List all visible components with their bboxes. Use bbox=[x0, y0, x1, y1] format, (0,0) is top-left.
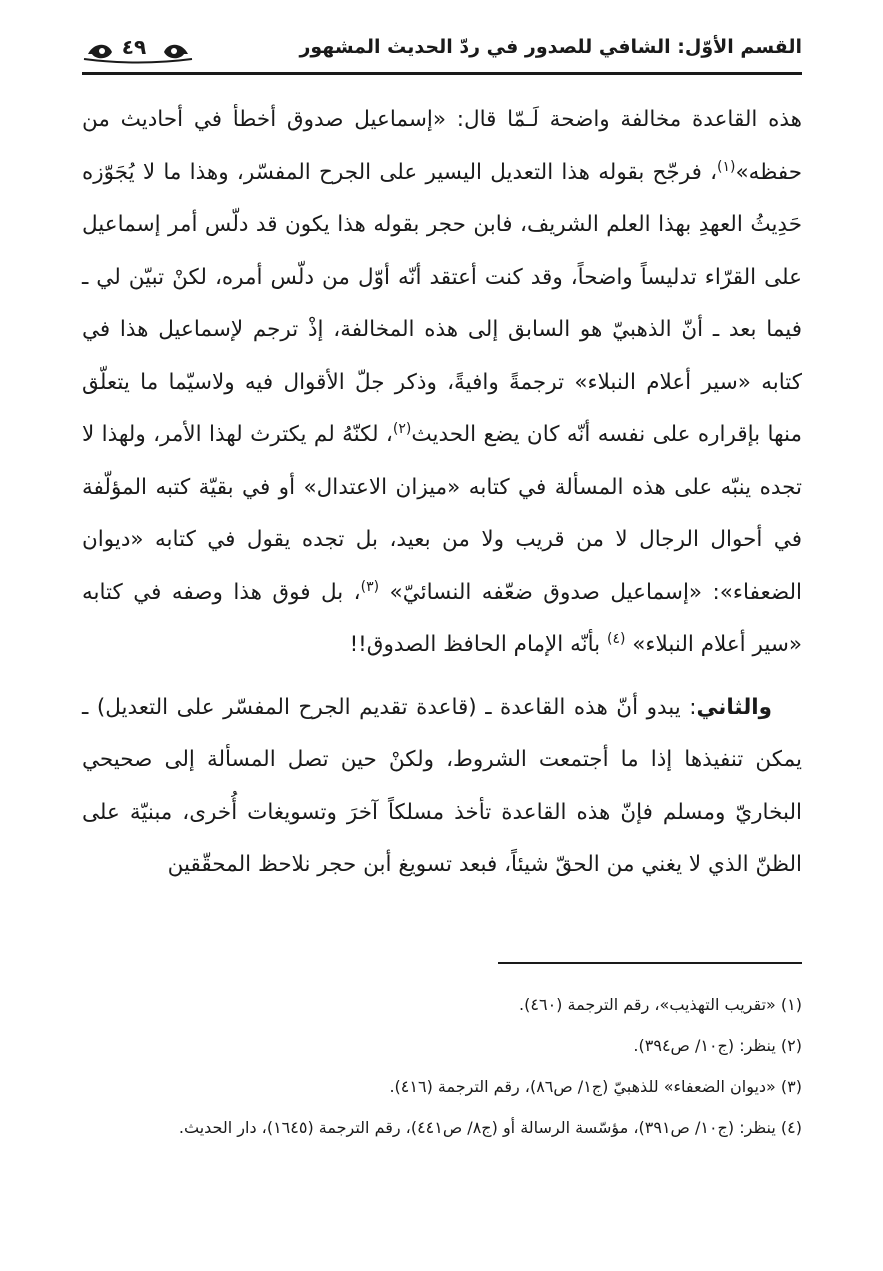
header-rule bbox=[82, 72, 802, 75]
text-run: ، فرجّح بقوله هذا التعديل اليسير على الجرح المفسّر، وهذا ما لا يُجَوّزه حَدِيثُ العهدِ بهذا العلم الشريف، فابن حجر بقوله هذا يكون قد دلّس أمر إسماعيل على القرّاء تدليساً واضحاً، وقد كنت أعتقد أنّه أوّل من دلّس أمره، لكنْ تبيّن لي ـ فيما بعد ـ أنّ الذهبيّ هو السابق إلى هذه المخالفة، إذْ ترجم لإسماعيل هذا في كتابه «سير أعلام النبلاء» ترجمةً وافيةً، وذكر جلّ الأقوال فيه ولاسيّما ما يتعلّق منها بإقراره على نفسه أنّه كان يضع الحديث bbox=[82, 159, 802, 447]
footnote-4: (٤) ينظر: (ج١٠/ ص٣٩١)، مؤسّسة الرسالة أو (ج٨/ ص٤٤١)، رقم الترجمة (١٦٤٥)، دار الحديث. bbox=[178, 1118, 802, 1137]
page-header bbox=[82, 32, 802, 68]
footnotes bbox=[82, 984, 802, 1148]
footnote-ref-3: (٣) bbox=[360, 578, 380, 595]
text-run: بأنّه الإمام الحافظ الصدوق!! bbox=[349, 632, 607, 657]
text-run: ، لكنّهُ لم يكترث لهذا الأمر، ولهذا لا تجده ينبّه على هذه المسألة في كتابه «ميزان الاعتدال» أو في بقيّة كتبه المؤلّفة في أحوال الرجال لا من قريب ولا من بعيد، بل تجده يقول في كتابه «ديوان الضعفاء»: «إسماعيل صدوق ضعّفه النسائيّ» bbox=[82, 422, 802, 605]
footnote-ref-4: (٤) bbox=[606, 630, 626, 647]
footnote-ref-1: (١) bbox=[717, 158, 736, 175]
footnote-1: (١) «تقريب التهذيب»، رقم الترجمة (٤٦٠). bbox=[519, 995, 802, 1014]
text-run: هذه القاعدة مخالفة واضحة لَـمّا قال: «إسماعيل صدوق أخطأ في أحاديث من حفظه» bbox=[82, 107, 802, 185]
page-number: ٤٩ bbox=[121, 35, 147, 59]
text-run: : يبدو أنّ هذه القاعدة ـ (قاعدة تقديم الجرح المفسّر على التعديل) ـ يمكن تنفيذها إذا ما أجتمعت الشروط، ولكنْ حين تصل المسألة إلى صحيحي البخاريّ ومسلم فإنّ هذه القاعدة تأخذ مسلكاً آخرَ وتسويغات أُخرى، مبنيّة على الظنّ الذي لا يغني من الحقّ شيئاً، فبعد تسويغ أبن حجر نلاحظ المحقّقين bbox=[82, 694, 802, 877]
paragraph-2 bbox=[82, 682, 802, 892]
running-title: القسم الأوّل: الشافي للصدور في ردّ الحديث المشهور bbox=[299, 36, 802, 58]
text-run: ، بل فوق هذا وصفه في كتابه «سير أعلام النبلاء» bbox=[82, 579, 802, 657]
footnote-2: (٢) ينظر: (ج١٠/ ص٣٩٤). bbox=[633, 1036, 802, 1055]
paragraph-lead-word: والثاني bbox=[696, 694, 772, 720]
footnote-3: (٣) «ديوان الضعفاء» للذهبيّ (ج١/ ص٨٦)، رقم الترجمة (٤١٦). bbox=[389, 1077, 802, 1096]
main-text bbox=[82, 94, 802, 892]
footnote-separator bbox=[498, 962, 802, 964]
footnote-ref-2: (٢) bbox=[392, 420, 412, 437]
paragraph-1 bbox=[82, 94, 802, 672]
